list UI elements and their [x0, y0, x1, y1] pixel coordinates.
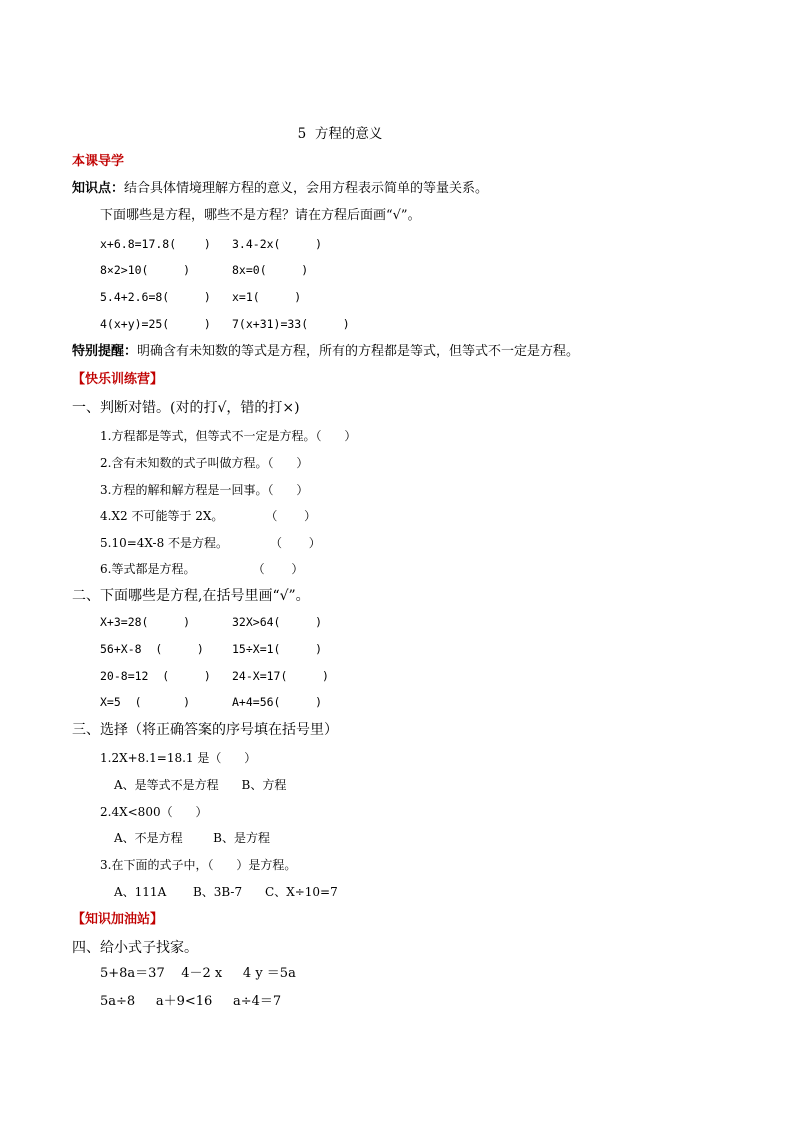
section-3-question-1: 1.2X+8.1=18.1 是（ ）: [100, 751, 257, 765]
knowledge-text: 结合具体情境理解方程的意义，会用方程表示简单的等量关系。: [124, 181, 489, 196]
section-4-row-2: 5a÷8 a＋9<16 a÷4＝7: [100, 994, 282, 1009]
section-2-heading: 二、下面哪些是方程,在括号里画“√”。: [72, 588, 310, 604]
section-2-row-2-right: 15÷X=1( ): [232, 642, 323, 656]
section-3-question-2: 2.4X<800（ ）: [100, 805, 208, 819]
special-label: 特别提醒：: [72, 344, 138, 359]
section-3-heading: 三、选择（将正确答案的序号填在括号里）: [72, 722, 338, 738]
section-2-row-4-left: X=5 ( ): [100, 695, 191, 709]
section-2-row-3-right: 24-X=17( ): [232, 669, 329, 683]
intro-row-4-left: 4(x+y)=25( ): [100, 317, 211, 331]
intro-row-3-left: 5.4+2.6=8( ): [100, 290, 211, 304]
guide-label: 本课导学: [72, 154, 125, 169]
section-2-row-4-right: A+4=56( ): [232, 695, 323, 709]
page-title: 5 方程的意义: [297, 126, 383, 142]
section-3-question-3-options: A、111A B、3B-7 C、X÷10=7: [114, 885, 338, 899]
intro-row-1-left: x+6.8=17.8( ): [100, 237, 211, 251]
section-4-row-1: 5+8a＝37 4－2 x 4 y ＝5a: [100, 966, 296, 981]
intro-row-2-right: 8x=0( ): [232, 263, 309, 277]
intro-question: 下面哪些是方程，哪些不是方程？请在方程后面画“√”。: [100, 208, 421, 223]
section-2-row-3-left: 20-8=12 ( ): [100, 669, 211, 683]
section-2-row-2-left: 56+X-8 ( ): [100, 642, 204, 656]
practice-label: 【快乐训练营】: [72, 372, 164, 387]
section-1-item-6: 6.等式都是方程。 （ ）: [100, 562, 304, 576]
section-1-item-1: 1.方程都是等式，但等式不一定是方程。（ ）: [100, 429, 357, 443]
section-2-row-1-left: X+3=28( ): [100, 615, 191, 629]
section-1-item-2: 2.含有未知数的式子叫做方程。（ ）: [100, 456, 309, 470]
section-3-question-1-options: A、是等式不是方程 B、方程: [114, 778, 287, 792]
section-3-question-3: 3.在下面的式子中，（ ）是方程。: [100, 858, 297, 872]
knowledge-point: [72, 181, 488, 197]
section-1-heading: 一、判断对错。(对的打√，错的打×): [72, 400, 300, 416]
intro-row-4-right: 7(x+31)=33( ): [232, 317, 350, 331]
intro-row-3-right: x=1( ): [232, 290, 302, 304]
section-4-heading: 四、给小式子找家。: [72, 940, 198, 956]
section-3-question-2-options: A、不是方程 B、是方程: [114, 831, 271, 845]
knowledge-label: 知识点：: [72, 181, 125, 196]
section-1-item-3: 3.方程的解和解方程是一回事。（ ）: [100, 483, 309, 497]
intro-row-2-left: 8×2>10( ): [100, 263, 191, 277]
refuel-label: 【知识加油站】: [72, 912, 164, 927]
special-reminder: [72, 344, 579, 360]
intro-row-1-right: 3.4-2x( ): [232, 237, 323, 251]
special-text: 明确含有未知数的等式是方程，所有的方程都是等式，但等式不一定是方程。: [137, 344, 580, 359]
section-1-item-5: 5.10=4X-8 不是方程。 （ ）: [100, 536, 321, 550]
section-2-row-1-right: 32X>64( ): [232, 615, 323, 629]
section-1-item-4: 4.X2 不可能等于 2X。 （ ）: [100, 509, 317, 523]
